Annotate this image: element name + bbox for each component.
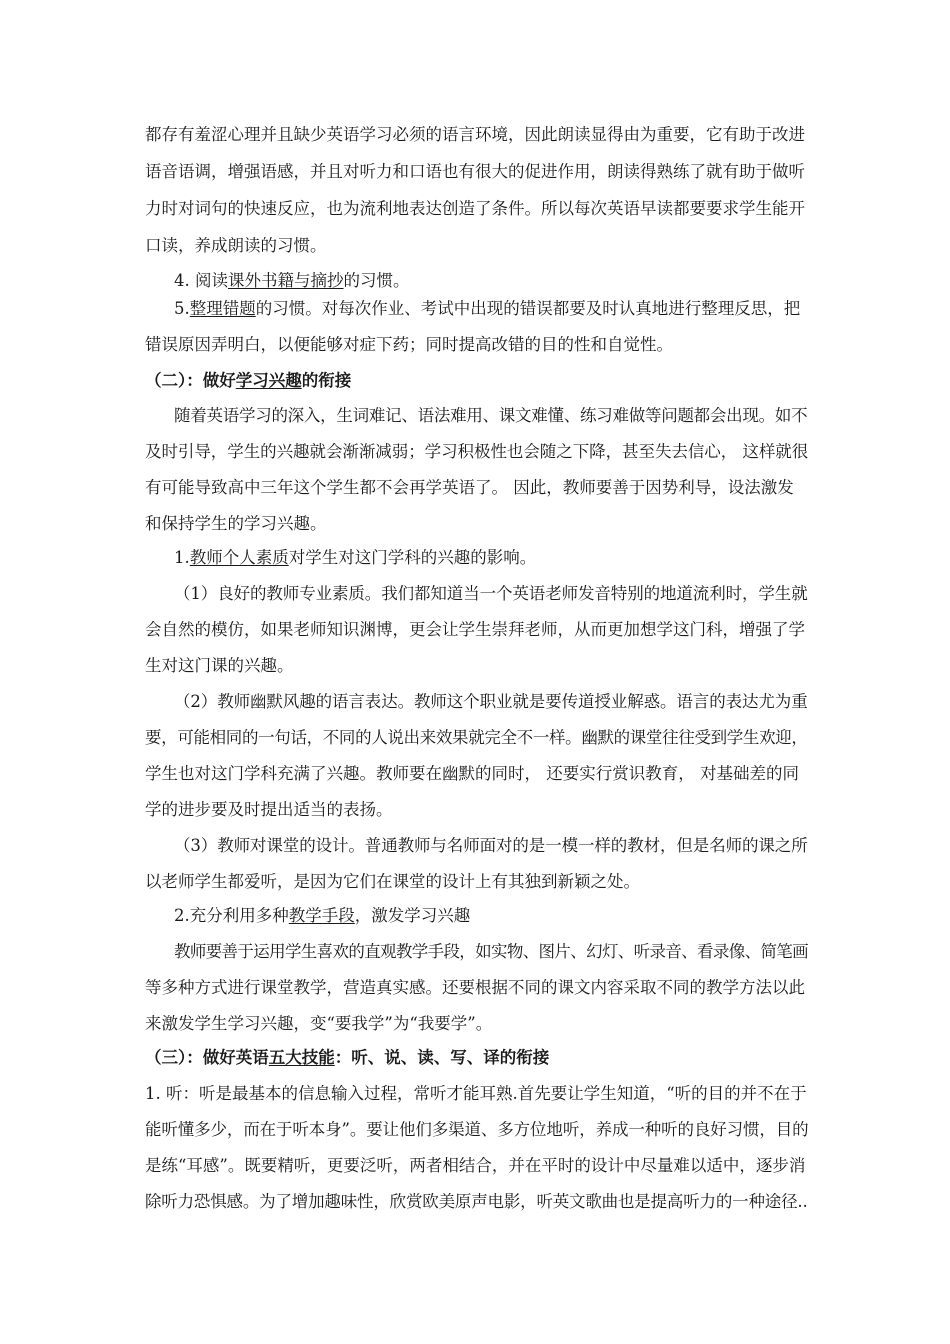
paragraph-line: 是练“耳感”。既要精听，更要泛听，两者相结合，并在平时的设计中尽量难以适中，逐步消 [145,1156,806,1175]
paragraph-line: 有可能导致高中三年这个学生都不会再学英语了。 因此，教师要善于因势利导，设法激发 [145,478,794,497]
paragraph-line: 和保持学生的学习兴趣。 [145,514,327,533]
paragraph-line: 以老师学生都爱听，是因为它们在课堂的设计上有其独到新颖之处。 [145,872,640,891]
heading-suffix: ：听、说、读、写、译的衔接 [334,1048,550,1067]
paragraph-line: （3）教师对课堂的设计。普通教师与名师面对的是一模一样的教材，但是名师的课之所 [174,836,808,855]
heading-prefix: （三）：做好英语 [145,1048,269,1067]
section-heading-2 [145,370,351,392]
paragraph-line: 生对这门课的兴趣。 [145,656,294,675]
paragraph-line: 学生也对这门学科充满了兴趣。教师要在幽默的同时， 还要实行赏识教育， 对基础差的同 [145,764,799,783]
paragraph-line: 语音语调，增强语感，并且对听力和口语也有很大的促进作用，朗读得熟练了就有助于做听 [145,162,805,181]
item-prefix: 1. [174,548,190,567]
paragraph-line: （1）良好的教师专业素质。我们都知道当一个英语老师发音特别的地道流利时，学生就 [174,584,808,603]
paragraph-line: 力时对词句的快速反应，也为流利地表达创造了条件。所以每次英语早读都要要求学生能开 [145,199,805,218]
item-suffix: ，激发学习兴趣 [354,906,471,925]
heading-prefix: （二）：做好 [145,371,236,390]
paragraph-line: 要，可能相同的一句话，不同的人说出来效果就完全不一样。幽默的课堂往往受到学生欢迎， [145,728,808,747]
paragraph-line: 随着英语学习的深入，生词难记、语法难用、课文难懂、练习难做等问题都会出现。如不 [174,406,808,425]
item-prefix: 2.充分利用多种 [174,906,289,925]
underlined-term: 教师个人素质 [189,548,289,567]
list-item-5 [174,298,800,320]
paragraph-line: 都存有羞涩心理并且缺少英语学习必须的语言环境，因此朗读显得由为重要，它有助于改进 [145,125,805,144]
paragraph-line: 会自然的模仿，如果老师知识渊博，更会让学生崇拜老师，从而更加想学这门科，增强了学 [145,620,805,639]
paragraph-line: 1. 听：听是最基本的信息输入过程，常听才能耳熟.首先要让学生知道，“听的目的并不在于 [145,1084,807,1103]
underlined-term: 整理错题 [189,299,256,318]
item-prefix: 5. [174,299,190,318]
paragraph-line: 教师要善于运用学生喜欢的直观教学手段，如实物、图片、幻灯、听录音、看录像、简笔画 [174,942,809,961]
item-text: 的习惯。对每次作业、考试中出现的错误都要及时认真地进行整理反思，把 [255,299,801,318]
item-suffix: 对学生对这门学科的兴趣的影响。 [288,548,537,567]
underlined-term: 学习兴趣 [235,371,302,390]
underlined-term: 课外书籍与摘抄 [228,271,344,290]
item-prefix: 4. 阅读 [174,271,228,290]
paragraph-line: 及时引导，学生的兴趣就会渐渐减弱；学习积极性也会随之下降，甚至失去信心， 这样就很 [145,442,809,461]
heading-suffix: 的衔接 [301,371,352,390]
list-item-4 [174,270,410,292]
paragraph-line: 口读，养成朗读的习惯。 [145,236,327,255]
paragraph-line: 等多种方式进行课堂教学，营造真实感。还要根据不同的课文内容采取不同的教学方法以此 [145,978,805,997]
paragraph-line: 除听力恐惧感。为了增加趣味性，欣赏欧美原声电影，听英文歌曲也是提高听力的一种途径.. [145,1192,808,1211]
item-suffix: 的习惯。 [343,271,410,290]
underlined-term: 五大技能 [268,1048,335,1067]
paragraph-line: 来激发学生学习兴趣，变“要我学”为“我要学”。 [145,1014,493,1033]
paragraph-line: 能听懂多少，而在于听本身”。要让他们多渠道、多方位地听，养成一种听的良好习惯，目的 [145,1120,809,1139]
section-heading-3 [145,1047,549,1069]
paragraph-line: 学的进步要及时提出适当的表扬。 [145,800,393,819]
underlined-term: 教学手段 [288,906,355,925]
paragraph-line: 错误原因弄明白，以便能够对症下药；同时提高改错的目的性和自觉性。 [145,335,673,354]
list-item-2 [174,905,470,927]
paragraph-line: （2）教师幽默风趣的语言表达。教师这个职业就是要传道授业解惑。语言的表达尤为重 [174,692,808,711]
list-item-1 [174,547,536,569]
